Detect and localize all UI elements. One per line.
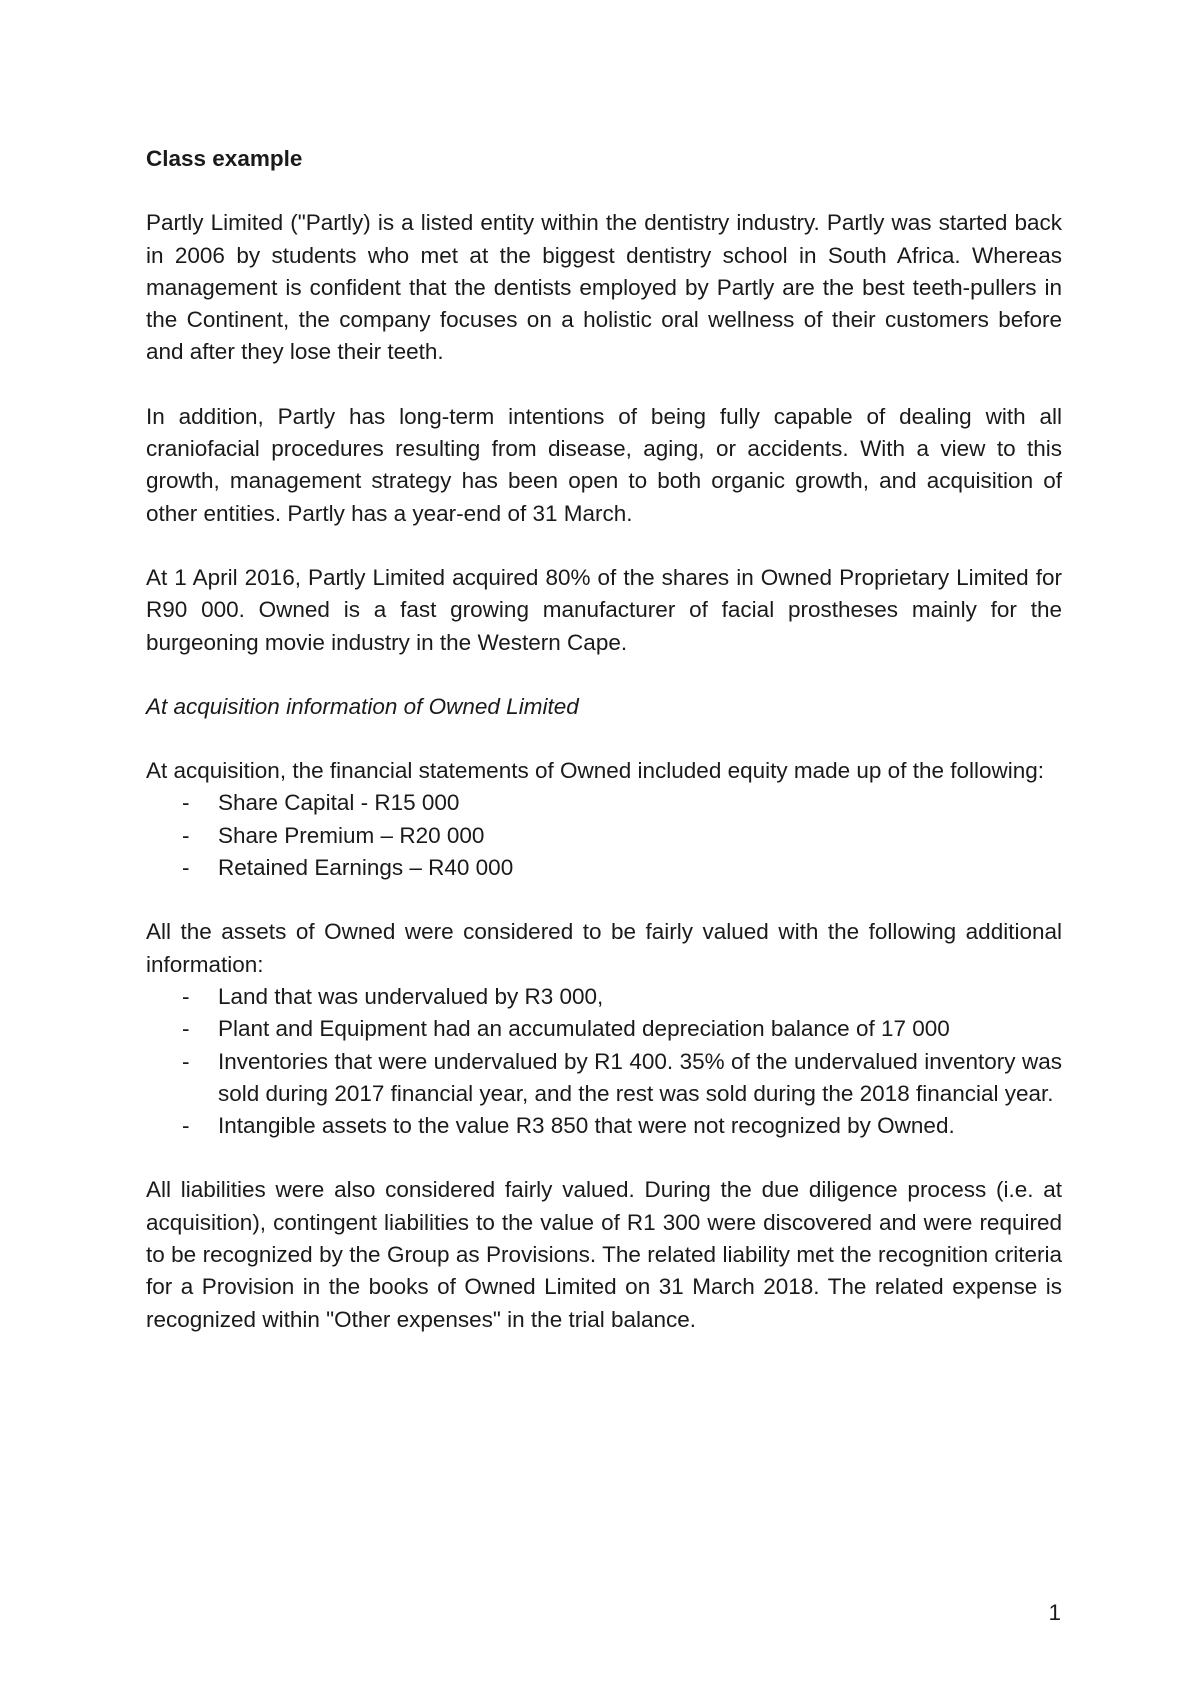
dash-bullet: -	[182, 1113, 190, 1139]
page-content	[146, 143, 1062, 1368]
section-subheading: At acquisition information of Owned Limited	[146, 693, 579, 719]
list-item	[146, 1046, 1062, 1111]
dash-bullet: -	[182, 855, 190, 881]
list-item-text: Retained Earnings – R40 000	[218, 855, 514, 881]
list-item-text: Intangible assets to the value R3 850 that were not recognized by Owned.	[218, 1113, 955, 1139]
assets-list	[146, 981, 1062, 1142]
list-item-text: Plant and Equipment had an accumulated depreciation balance of 17 000	[218, 1016, 950, 1042]
list-item	[146, 852, 1062, 884]
paragraph-acquisition: At 1 April 2016, Partly Limited acquired 80% of the shares in Owned Proprietary Limited for R90 000. Owned is a fast growing manufacturer of facial prostheses mainly for the burgeoning movie industry in the Western Cape.	[146, 564, 1062, 655]
dash-bullet: -	[182, 1016, 190, 1042]
list-item-text: Inventories that were undervalued by R1 400. 35% of the undervalued inventory was sold during 2017 financial year, and the rest was sold during the 2018 financial year.	[218, 1048, 1062, 1106]
list-item-text: Share Premium – R20 000	[218, 822, 485, 848]
paragraph-assets-intro: All the assets of Owned were considered to be fairly valued with the following additional information:	[146, 919, 1062, 977]
dash-bullet: -	[182, 983, 190, 1009]
list-item	[146, 787, 1062, 819]
list-item-text: Land that was undervalued by R3 000,	[218, 983, 604, 1009]
paragraph-company-background: Partly Limited ("Partly) is a listed entity within the dentistry industry. Partly was started back in 2006 by students who met at the biggest dentistry school in South Africa. Whereas management is confident that the dentists employed by Partly are the best teeth-pullers in the Continent, the company focuses on a holistic oral wellness of their customers before and after they lose their teeth.	[146, 210, 1062, 365]
list-item	[146, 981, 1062, 1013]
document-title: Class example	[146, 146, 303, 171]
paragraph-liabilities: All liabilities were also considered fairly valued. During the due diligence process (i.e. at acquisition), contingent liabilities to the value of R1 300 were discovered and were required to be recognized by the Group as Provisions. The related liability met the recognition criteria for a Provision in the books of Owned Limited on 31 March 2018. The related expense is recognized within "Other expenses" in the trial balance.	[146, 1177, 1062, 1332]
equity-list	[146, 787, 1062, 884]
dash-bullet: -	[182, 822, 190, 848]
list-item	[146, 1013, 1062, 1045]
dash-bullet: -	[182, 790, 190, 816]
page-number: 1	[1048, 1600, 1061, 1625]
paragraph-equity-intro: At acquisition, the financial statements of Owned included equity made up of the following:	[146, 758, 1045, 784]
list-item-text: Share Capital - R15 000	[218, 790, 460, 816]
dash-bullet: -	[182, 1048, 190, 1074]
list-item	[146, 1110, 1062, 1142]
paragraph-growth-strategy: In addition, Partly has long-term intentions of being fully capable of dealing with all craniofacial procedures resulting from disease, aging, or accidents. With a view to this growth, management strategy has been open to both organic growth, and acquisition of other entities. Partly has a year-end of 31 March.	[146, 403, 1062, 526]
list-item	[146, 820, 1062, 852]
